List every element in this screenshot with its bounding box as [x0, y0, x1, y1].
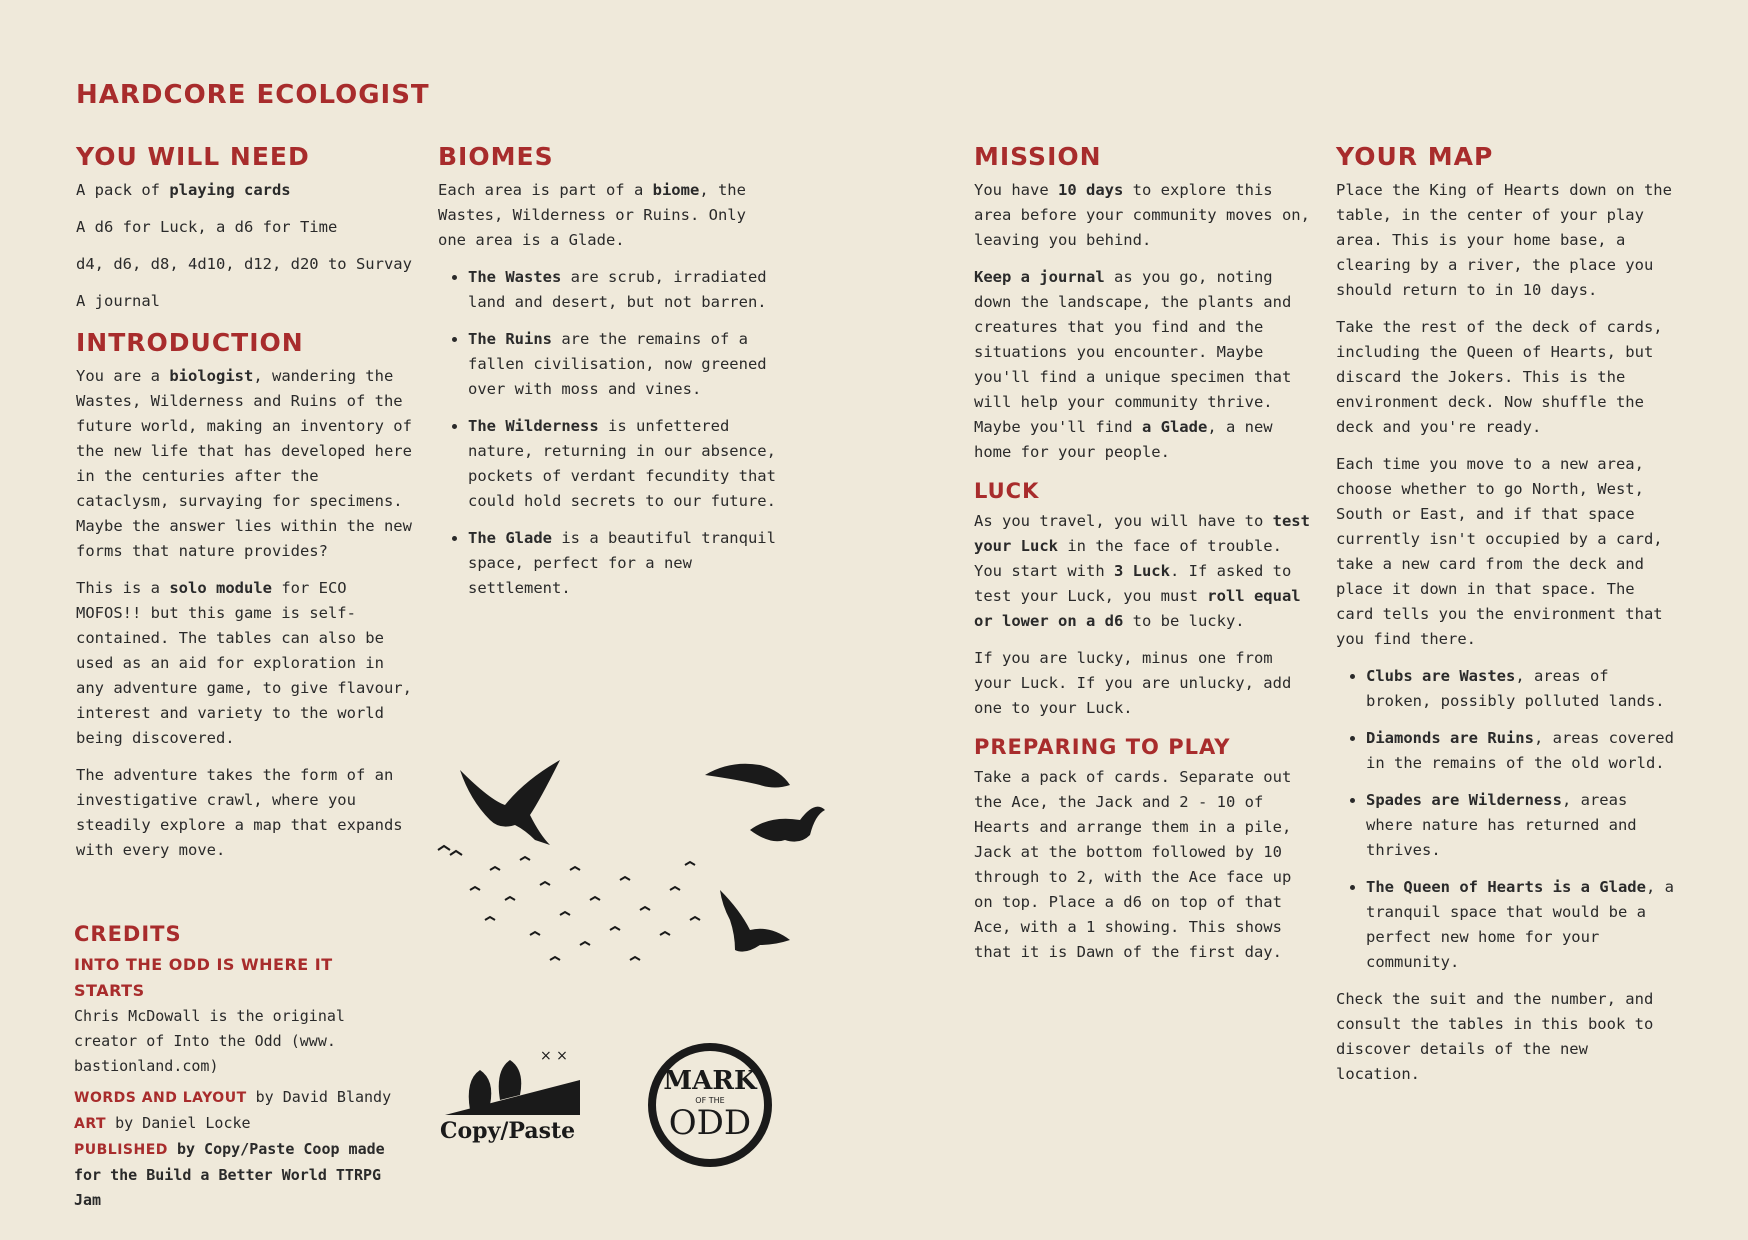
map-paragraph-3: Each time you move to a new area, choose whether to go North, West, South or East, and if that space currently isn't occupied by a card, take a new card from the deck and place it down in that space. The card tells you the environment that you find there. [1336, 455, 1663, 648]
need-item: A pack of playing cards [76, 181, 291, 199]
bird-icon [460, 760, 560, 845]
mark-bottom-text: ODD [668, 1103, 752, 1143]
intro-paragraph-2: This is a solo module for ECO MOFOS!! but this game is self-contained. The tables can also be used as an aid for exploration in any adventure game, to give flavour, interest and variety to the world being discovered. [76, 579, 412, 747]
list-item: • The Wastes are scrub, irradiated land and desert, but not barren. [468, 265, 778, 315]
need-item: d4, d6, d8, 4d10, d12, d20 to Survay [76, 255, 412, 273]
preparing-heading: PREPARING TO PLAY [974, 735, 1231, 759]
column-3 [974, 140, 1314, 977]
introduction-heading: INTRODUCTION [76, 328, 304, 357]
luck-paragraph-1: As you travel, you will have to test your Luck in the face of trouble. You start with 3 Luck. If asked to test your Luck, you must roll equal or lower on a d6 to be lucky. [974, 512, 1310, 630]
map-paragraph-1: Place the King of Hearts down on the table, in the center of your play area. This is your home base, a clearing by a river, the place you should return to in 10 days. [1336, 181, 1672, 299]
bird-icon [720, 890, 790, 952]
copy-paste-emblem-icon [440, 1040, 590, 1120]
credits-art: ART by Daniel Locke [74, 1114, 251, 1132]
luck-heading: LUCK [974, 479, 1040, 503]
mission-heading: MISSION [974, 142, 1102, 171]
mark-mid-text: OF THE [695, 1096, 725, 1105]
list-item: • The Ruins are the remains of a fallen civilisation, now greened over with moss and vines. [468, 327, 778, 402]
biomes-intro: Each area is part of a biome, the Wastes, Wilderness or Ruins. Only one area is a Glade. [438, 181, 746, 249]
credits-heading: CREDITS [74, 922, 182, 946]
credits-text: Chris McDowall is the original creator of Into the Odd (www. bastionland.com) [74, 1007, 345, 1075]
column-1 [76, 140, 416, 875]
mark-of-the-odd-logo [645, 1040, 775, 1170]
list-item: • Diamonds are Ruins, areas covered in the remains of the old world. [1366, 726, 1681, 776]
credits-published: PUBLISHED by Copy/Paste Coop made for the Build a Better World TTRPG Jam [74, 1140, 385, 1209]
mission-paragraph-2: Keep a journal as you go, noting down the landscape, the plants and creatures that you find and the situations you encounter. Maybe you'll find a unique specimen that will help your community thrive. Maybe you'll find a Glade, a new home for your people. [974, 268, 1292, 461]
list-item: • Clubs are Wastes, areas of broken, possibly polluted lands. [1366, 664, 1681, 714]
mission-paragraph-1: You have 10 days to explore this area before your community moves on, leaving you behind. [974, 181, 1310, 249]
need-item: A d6 for Luck, a d6 for Time [76, 218, 338, 236]
you-will-need-heading: YOU WILL NEED [76, 142, 310, 171]
biomes-heading: BIOMES [438, 142, 554, 171]
column-2 [438, 140, 778, 613]
mark-top-text: MARK [663, 1066, 757, 1096]
list-item: • The Glade is a beautiful tranquil space, perfect for a new settlement. [468, 526, 778, 601]
your-map-heading: YOUR MAP [1336, 142, 1494, 171]
credits [74, 920, 404, 1219]
need-item: A journal [76, 292, 160, 310]
birds-illustration [430, 760, 860, 1020]
credits-words: WORDS AND LAYOUT by David Blandy [74, 1088, 392, 1106]
document-title: HARDCORE ECOLOGIST [76, 80, 430, 110]
column-4 [1336, 140, 1681, 1099]
list-item: • Spades are Wilderness, areas where nature has returned and thrives. [1366, 788, 1681, 863]
intro-paragraph-3: The adventure takes the form of an investigative crawl, where you steadily explore a map that expands with every move. [76, 766, 403, 859]
intro-paragraph-1: You are a biologist, wandering the Wastes, Wilderness and Ruins of the future world, making an inventory of the new life that has developed here in the centuries after the cataclysm, survaying for specimens. Maybe the answer lies within the new forms that nature provides? [76, 367, 412, 560]
copy-paste-text: Copy/Paste [440, 1118, 576, 1144]
biomes-list [438, 265, 778, 601]
credits-subheading: INTO THE ODD IS WHERE IT STARTS [74, 955, 333, 1000]
preparing-paragraph: Take a pack of cards. Separate out the Ace, the Jack and 2 - 10 of Hearts and arrange them in a pile, Jack at the bottom followed by 10 through to 2, with the Ace face up on top. Place a d6 on top of that Ace, with a 1 showing. This shows that it is Dawn of the first day. [974, 768, 1292, 961]
bird-icon [705, 764, 790, 788]
copy-paste-logo [440, 1040, 590, 1150]
suits-list [1336, 664, 1681, 975]
bird-icon [750, 807, 825, 842]
map-paragraph-4: Check the suit and the number, and consult the tables in this book to discover details of the new location. [1336, 990, 1654, 1083]
list-item: • The Queen of Hearts is a Glade, a tranquil space that would be a perfect new home for your community. [1366, 875, 1681, 975]
svg-text:× ×: × × [540, 1048, 568, 1064]
luck-paragraph-2: If you are lucky, minus one from your Luck. If you are unlucky, add one to your Luck. [974, 649, 1292, 717]
map-paragraph-2: Take the rest of the deck of cards, including the Queen of Hearts, but discard the Jokers. This is the environment deck. Now shuffle the deck and you're ready. [1336, 318, 1663, 436]
list-item: • The Wilderness is unfettered nature, returning in our absence, pockets of verdant fecundity that could hold secrets to our future. [468, 414, 778, 514]
